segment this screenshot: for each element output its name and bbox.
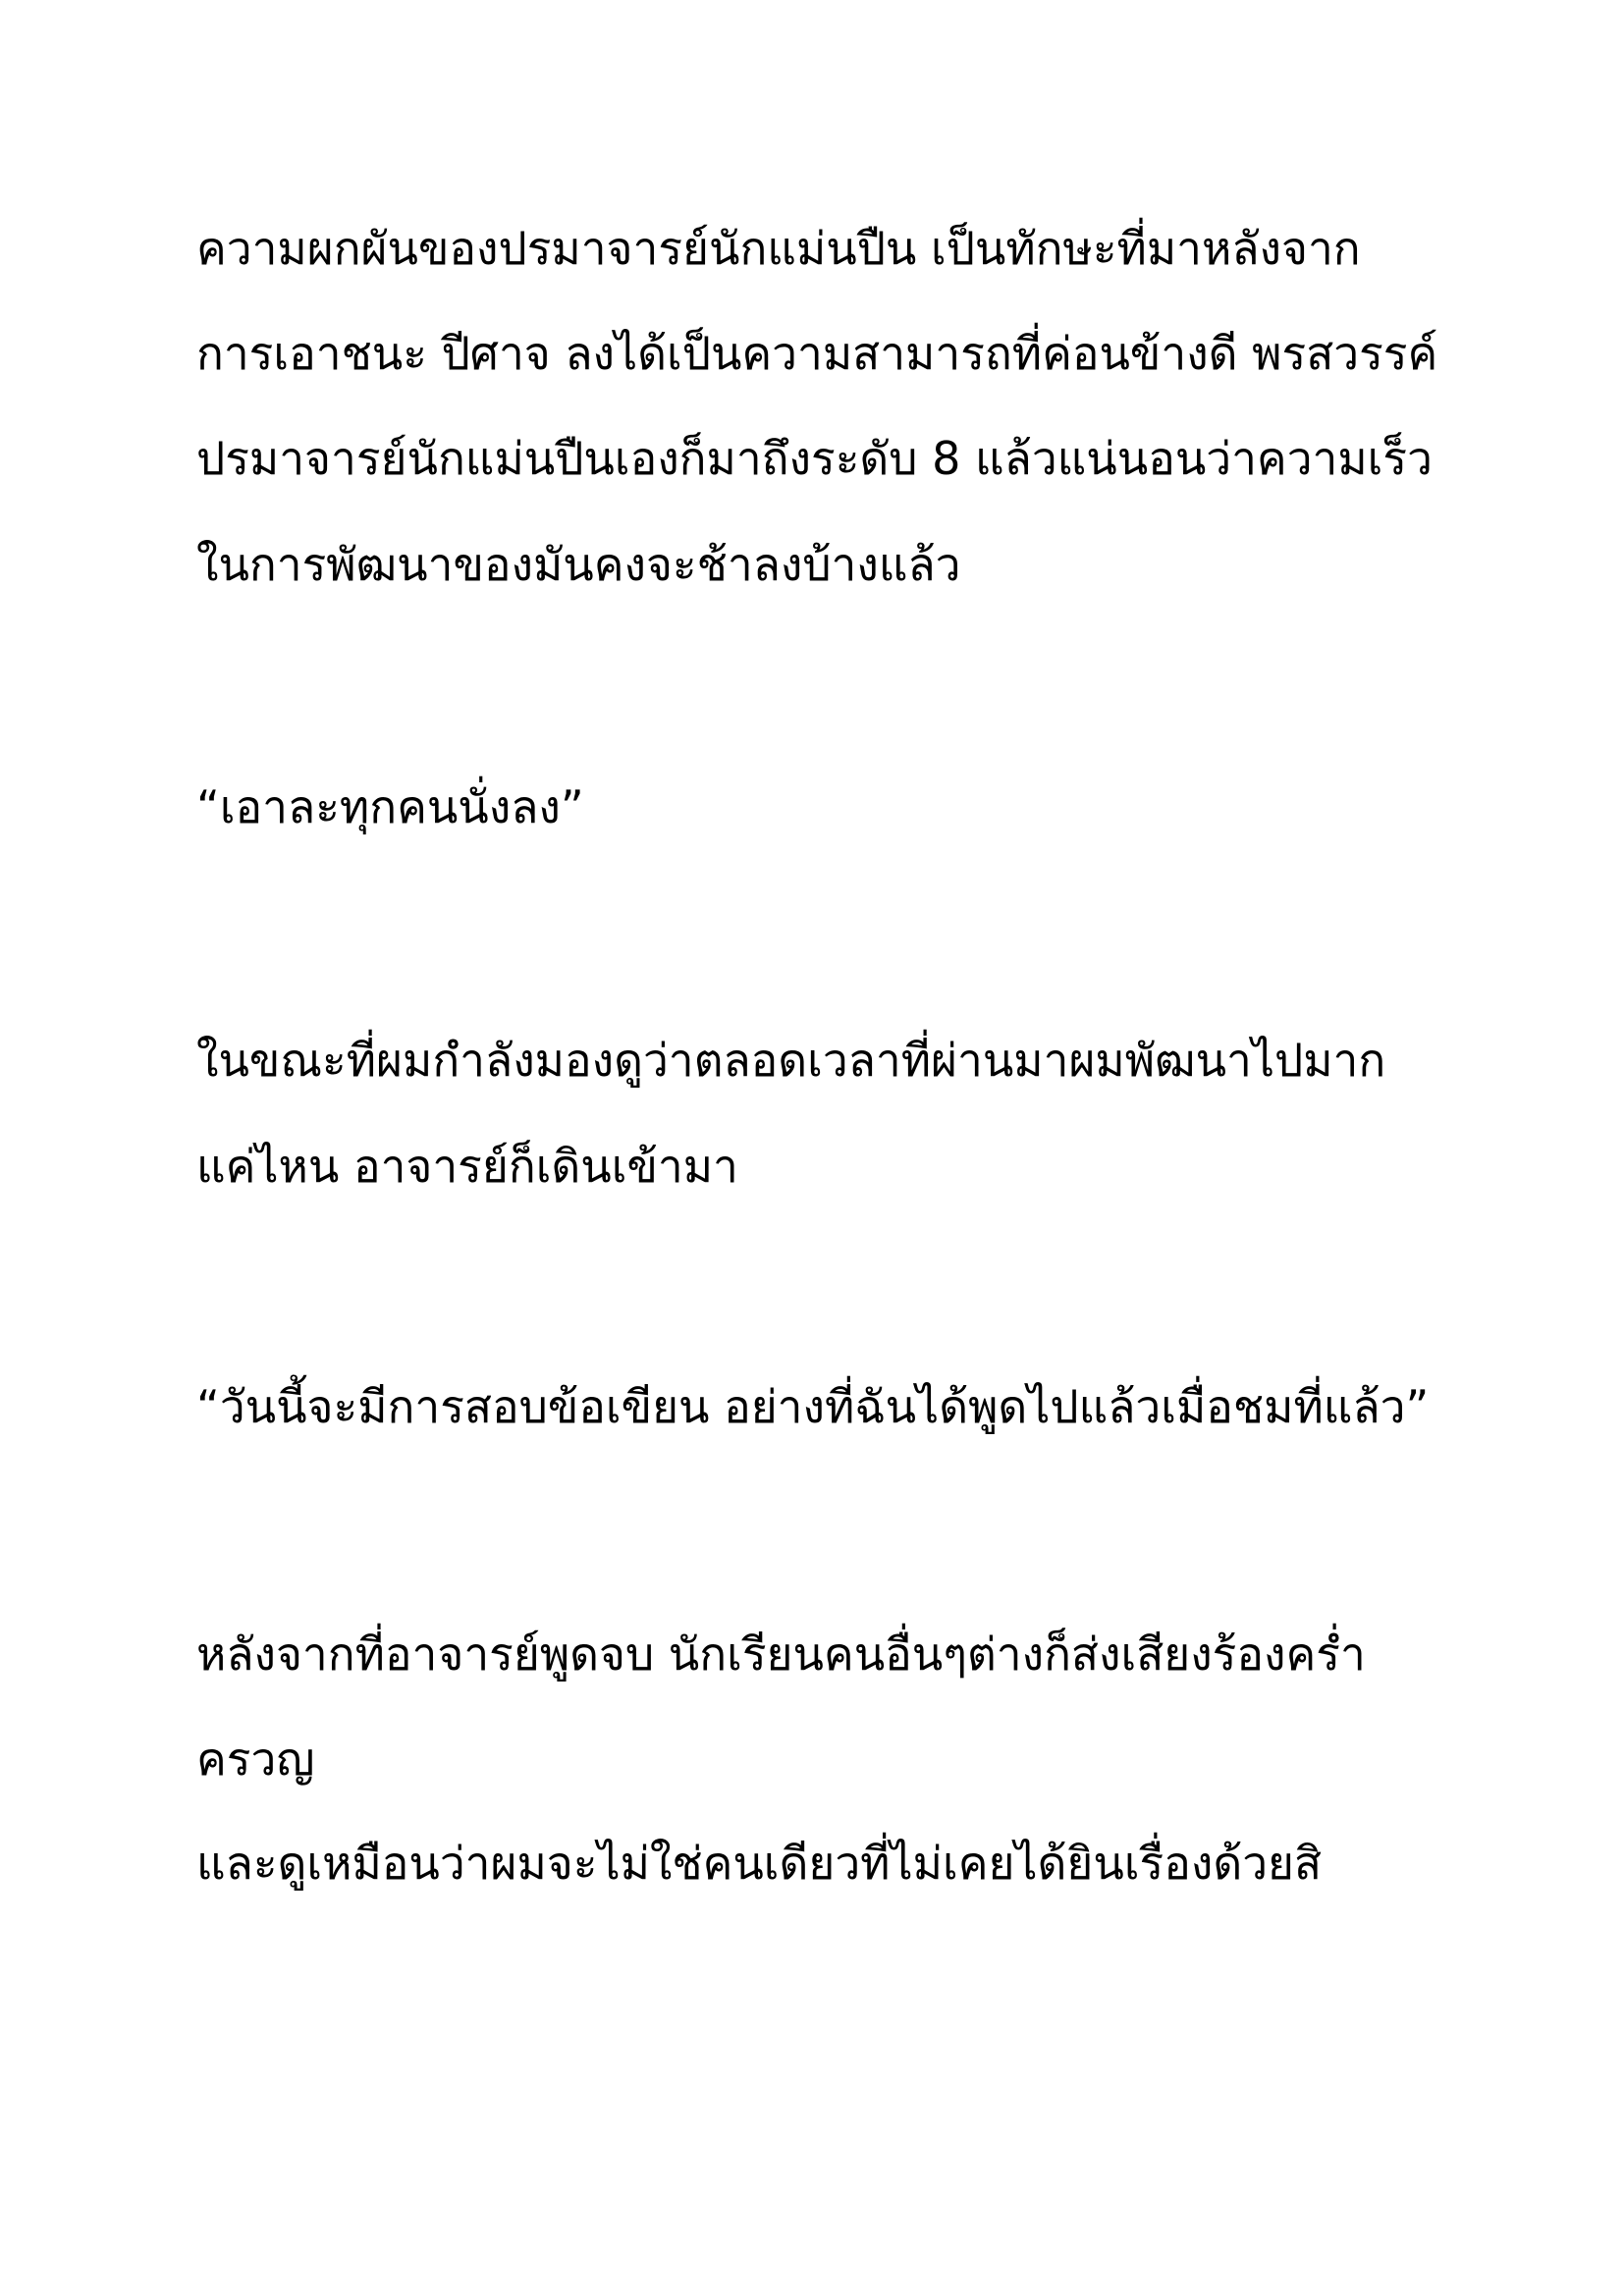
paragraph-5-line-2: ครวญ (196, 1733, 315, 1786)
paragraph-5-line-3: และดูเหมือนว่าผมจะไม่ใช่คนเดียวที่ไม่เคยได้ยินเรื่องด้วยสิ (196, 1837, 1323, 1890)
paragraph-3-line-2: แค่ไหน อาจารย์ก็เดินเข้ามา (196, 1140, 738, 1193)
paragraph-4-line-1: “วันนี้จะมีการสอบข้อเขียน อย่างที่ฉันได้พูดไปแล้วเมื่อชมที่แล้ว” (196, 1380, 1430, 1433)
paragraph-1-line-4: ในการพัฒนาของมันคงจะช้าลงบ้างแล้ว (196, 538, 961, 591)
paragraph-1-line-2: การเอาชนะ ปีศาจ ลงได้เป็นความสามารถที่ค่อนข้างดี พรสวรรค์ (196, 327, 1438, 380)
paragraph-5-line-1: หลังจากที่อาจารย์พูดจบ นักเรียนคนอื่นๆต่างก็ส่งเสียงร้องคร่ำ (196, 1628, 1366, 1681)
paragraph-3-line-1: ในขณะที่ผมกำลังมองดูว่าตลอดเวลาที่ผ่านมาผมพัฒนาไปมาก (196, 1034, 1386, 1087)
paragraph-2-line-1: “เอาละทุกคนนั่งลง” (196, 780, 584, 833)
paragraph-1-line-3: ปรมาจารย์นักแม่นปืนเองก็มาถึงระดับ 8 แล้วแน่นอนว่าความเร็ว (196, 432, 1433, 485)
paragraph-1-line-1: ความผกผันของปรมาจารย์นักแม่นปืน เป็นทักษะที่มาหลังจาก (196, 222, 1361, 275)
